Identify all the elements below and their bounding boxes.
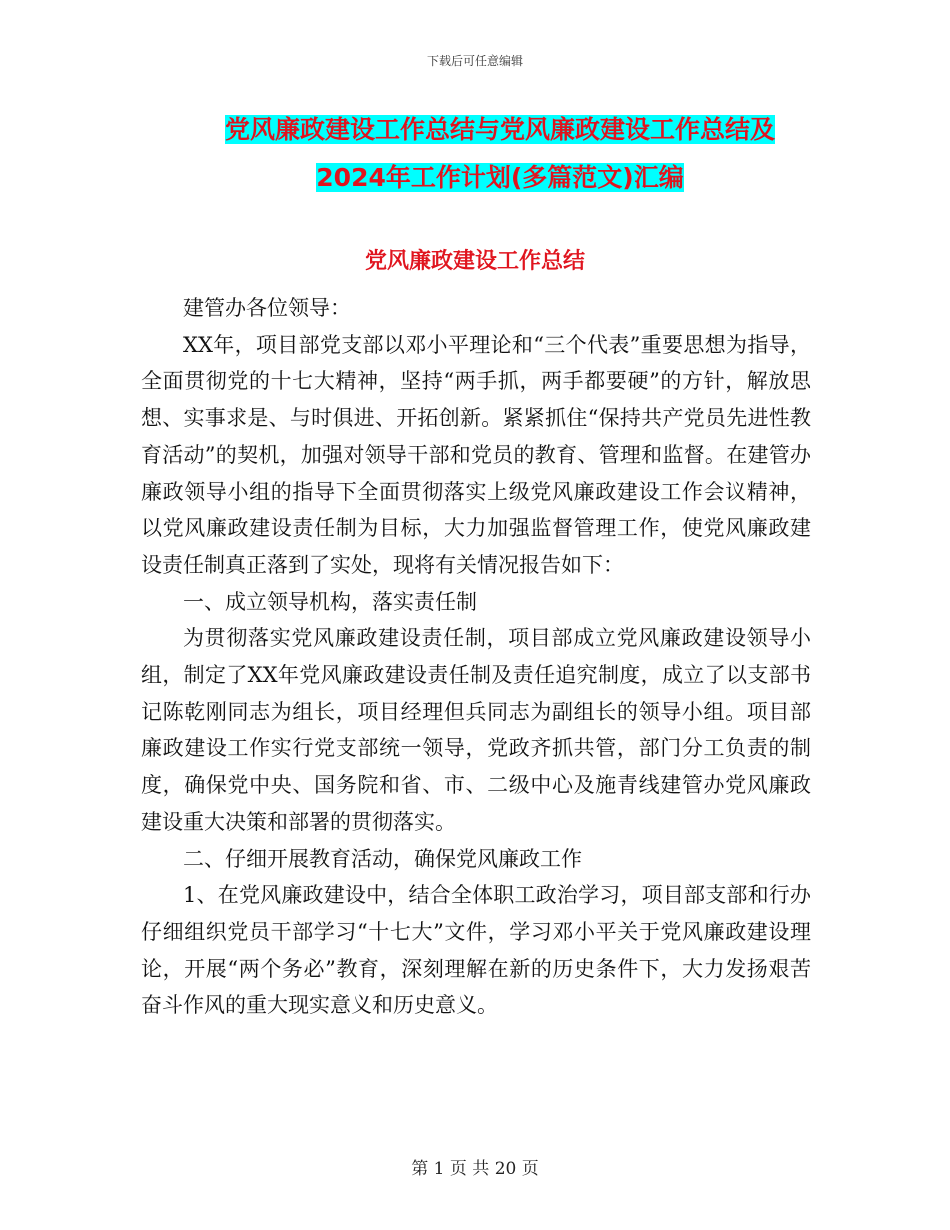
document-title xyxy=(140,106,860,202)
document-body xyxy=(141,290,811,1024)
page-number-footer: 第 1 页 共 20 页 xyxy=(411,1159,539,1179)
section-title: 党风廉政建设工作总结 xyxy=(364,249,585,274)
salutation-paragraph: 建管办各位领导： xyxy=(183,296,351,320)
heading-one: 一、成立领导机构，落实责任制 xyxy=(183,589,477,614)
header-note: 下载后可任意编辑 xyxy=(426,54,523,68)
heading-two: 二、仔细开展教育活动，确保党风廉政工作 xyxy=(183,846,582,871)
body-paragraph: 1、在党风廉政建设中，结合全体职工政治学习，项目部支部和行办仔细组织党员干部学习“十七大”文件，学习邓小平关于党风廉政建设理论，开展“两个务必”教育，深刻理解在新的历史条件下，大力发扬艰苦奋斗作风的重大现实意义和历史意义。 xyxy=(141,883,811,1018)
intro-paragraph: XX年，项目部党支部以邓小平理论和“三个代表”重要思想为指导，全面贯彻党的十七大精神，坚持“两手抓，两手都要硬”的方针，解放思想、实事求是、与时俱进、开拓创新。紧紧抓住“保持共产党员先进性教育活动”的契机，加强对领导干部和党员的教育、管理和监督。在建管办廉政领导小组的指导下全面贯彻落实上级党风廉政建设工作会议精神，以党风廉政建设责任制为目标，大力加强监督管理工作，使党风廉政建设责任制真正落到了实处，现将有关情况报告如下： xyxy=(141,332,811,577)
body-paragraph: 为贯彻落实党风廉政建设责任制，项目部成立党风廉政建设领导小组，制定了XX年党风廉政建设责任制及责任追究制度，成立了以支部书记陈乾刚同志为组长，项目经理但兵同志为副组长的领导小组。项目部廉政建设工作实行党支部统一领导，党政齐抓共管，部门分工负责的制度，确保党中央、国务院和省、市、二级中心及施青线建管办党风廉政建设重大决策和部署的贯彻落实。 xyxy=(141,626,811,834)
document-title-line-2: 2024年工作计划(多篇范文)汇编 xyxy=(316,163,684,192)
document-title-line-1: 党风廉政建设工作总结与党风廉政建设工作总结及 xyxy=(224,115,775,144)
